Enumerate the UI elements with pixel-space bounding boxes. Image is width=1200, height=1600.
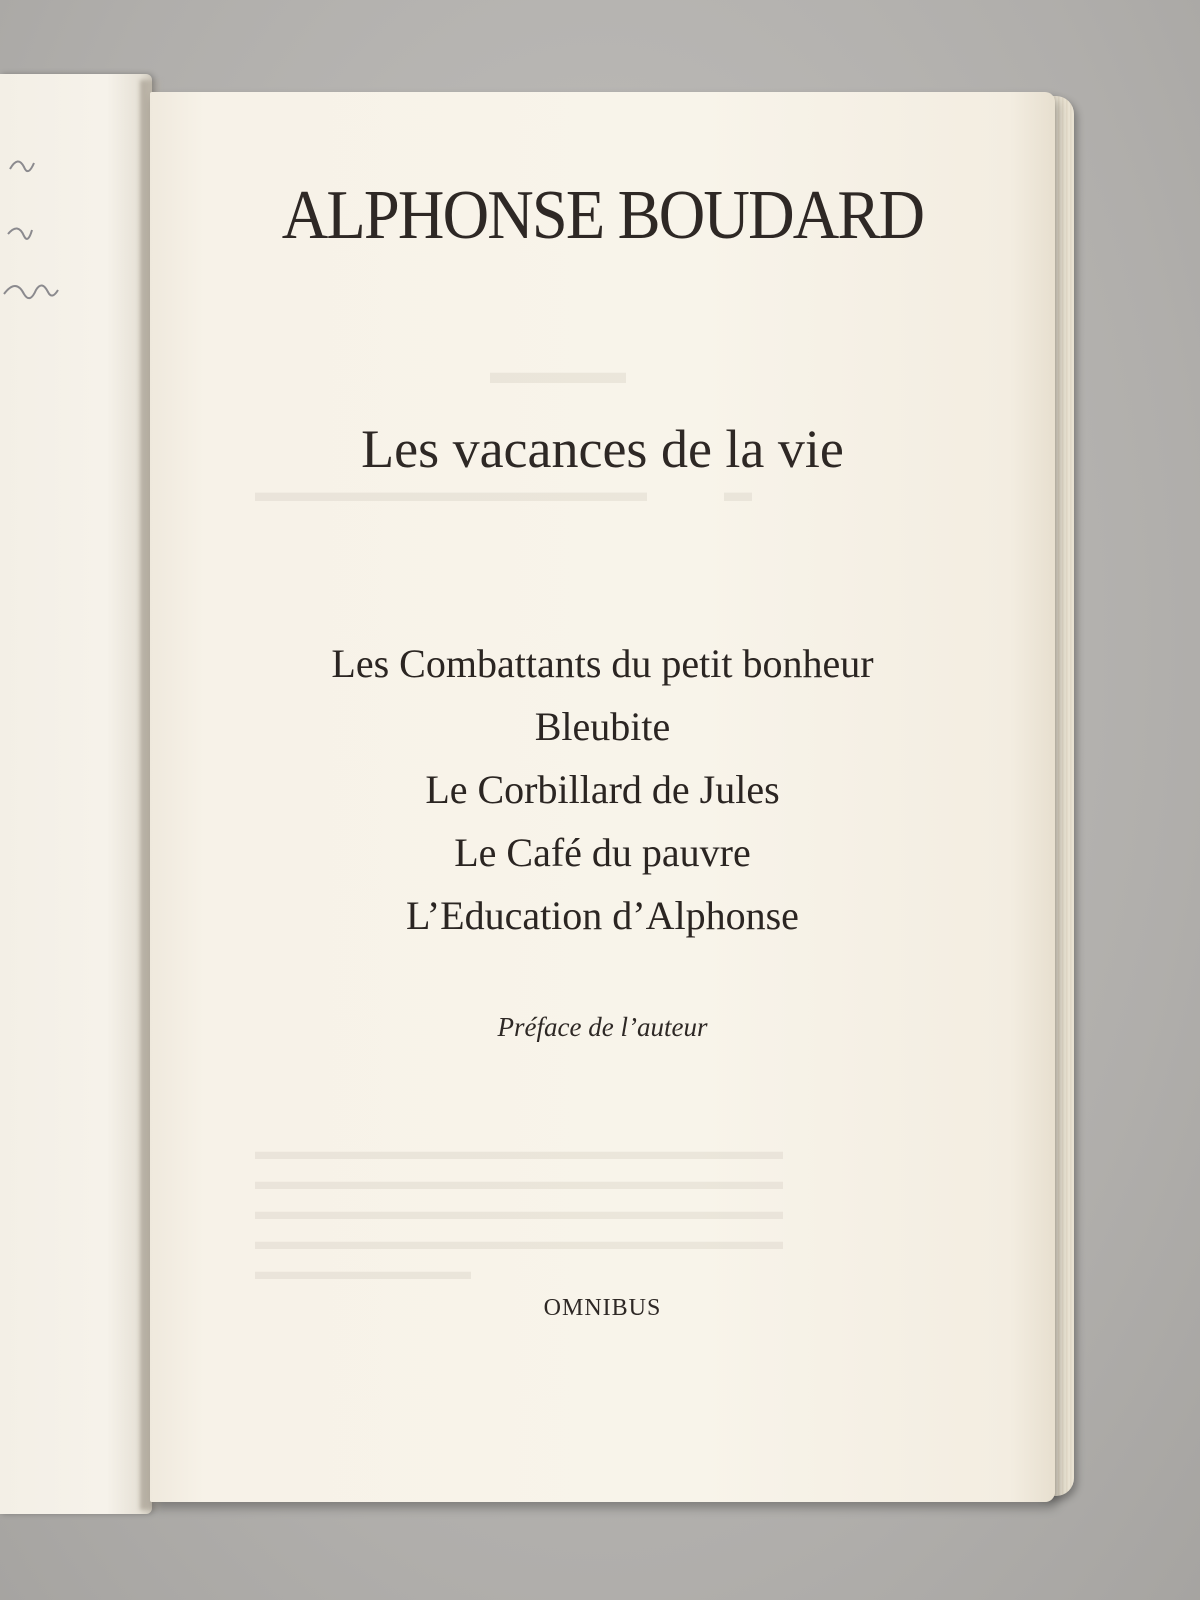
left-page [0, 74, 152, 1514]
contents-item: L’Education d’Alphonse [406, 893, 799, 938]
show-through-lines: ▬▬▬▬▬▬▬▬▬▬▬▬▬▬ ▬ [255, 477, 752, 508]
contents-item: Les Combattants du petit bonheur [331, 641, 874, 686]
book-title: Les vacances de la vie [361, 419, 844, 479]
author-name: ALPHONSE BOUDARD [281, 177, 924, 254]
contents-item: Bleubite [534, 704, 671, 749]
contents-list [150, 632, 1055, 947]
preface-credit: Préface de l’auteur [497, 1012, 708, 1042]
show-through-heading: ▬▬▬▬ [490, 354, 626, 391]
contents-item: Le Café du pauvre [454, 830, 751, 875]
handwriting-scribble [0, 114, 100, 324]
publisher-name: OMNIBUS [543, 1295, 662, 1321]
show-through-block: ▬▬▬▬▬▬▬▬▬▬▬▬▬▬▬▬▬▬▬▬▬▬ ▬▬▬▬▬▬▬▬▬▬▬▬▬▬▬▬▬▬▬▬▬▬ ▬▬▬▬▬▬▬▬▬▬▬▬▬▬▬▬▬▬▬▬▬▬ ▬▬▬▬▬▬▬▬▬▬▬▬▬▬▬▬▬▬▬▬▬▬ ▬▬▬▬▬▬▬▬▬ [255, 1139, 783, 1285]
contents-item: Le Corbillard de Jules [425, 767, 780, 812]
